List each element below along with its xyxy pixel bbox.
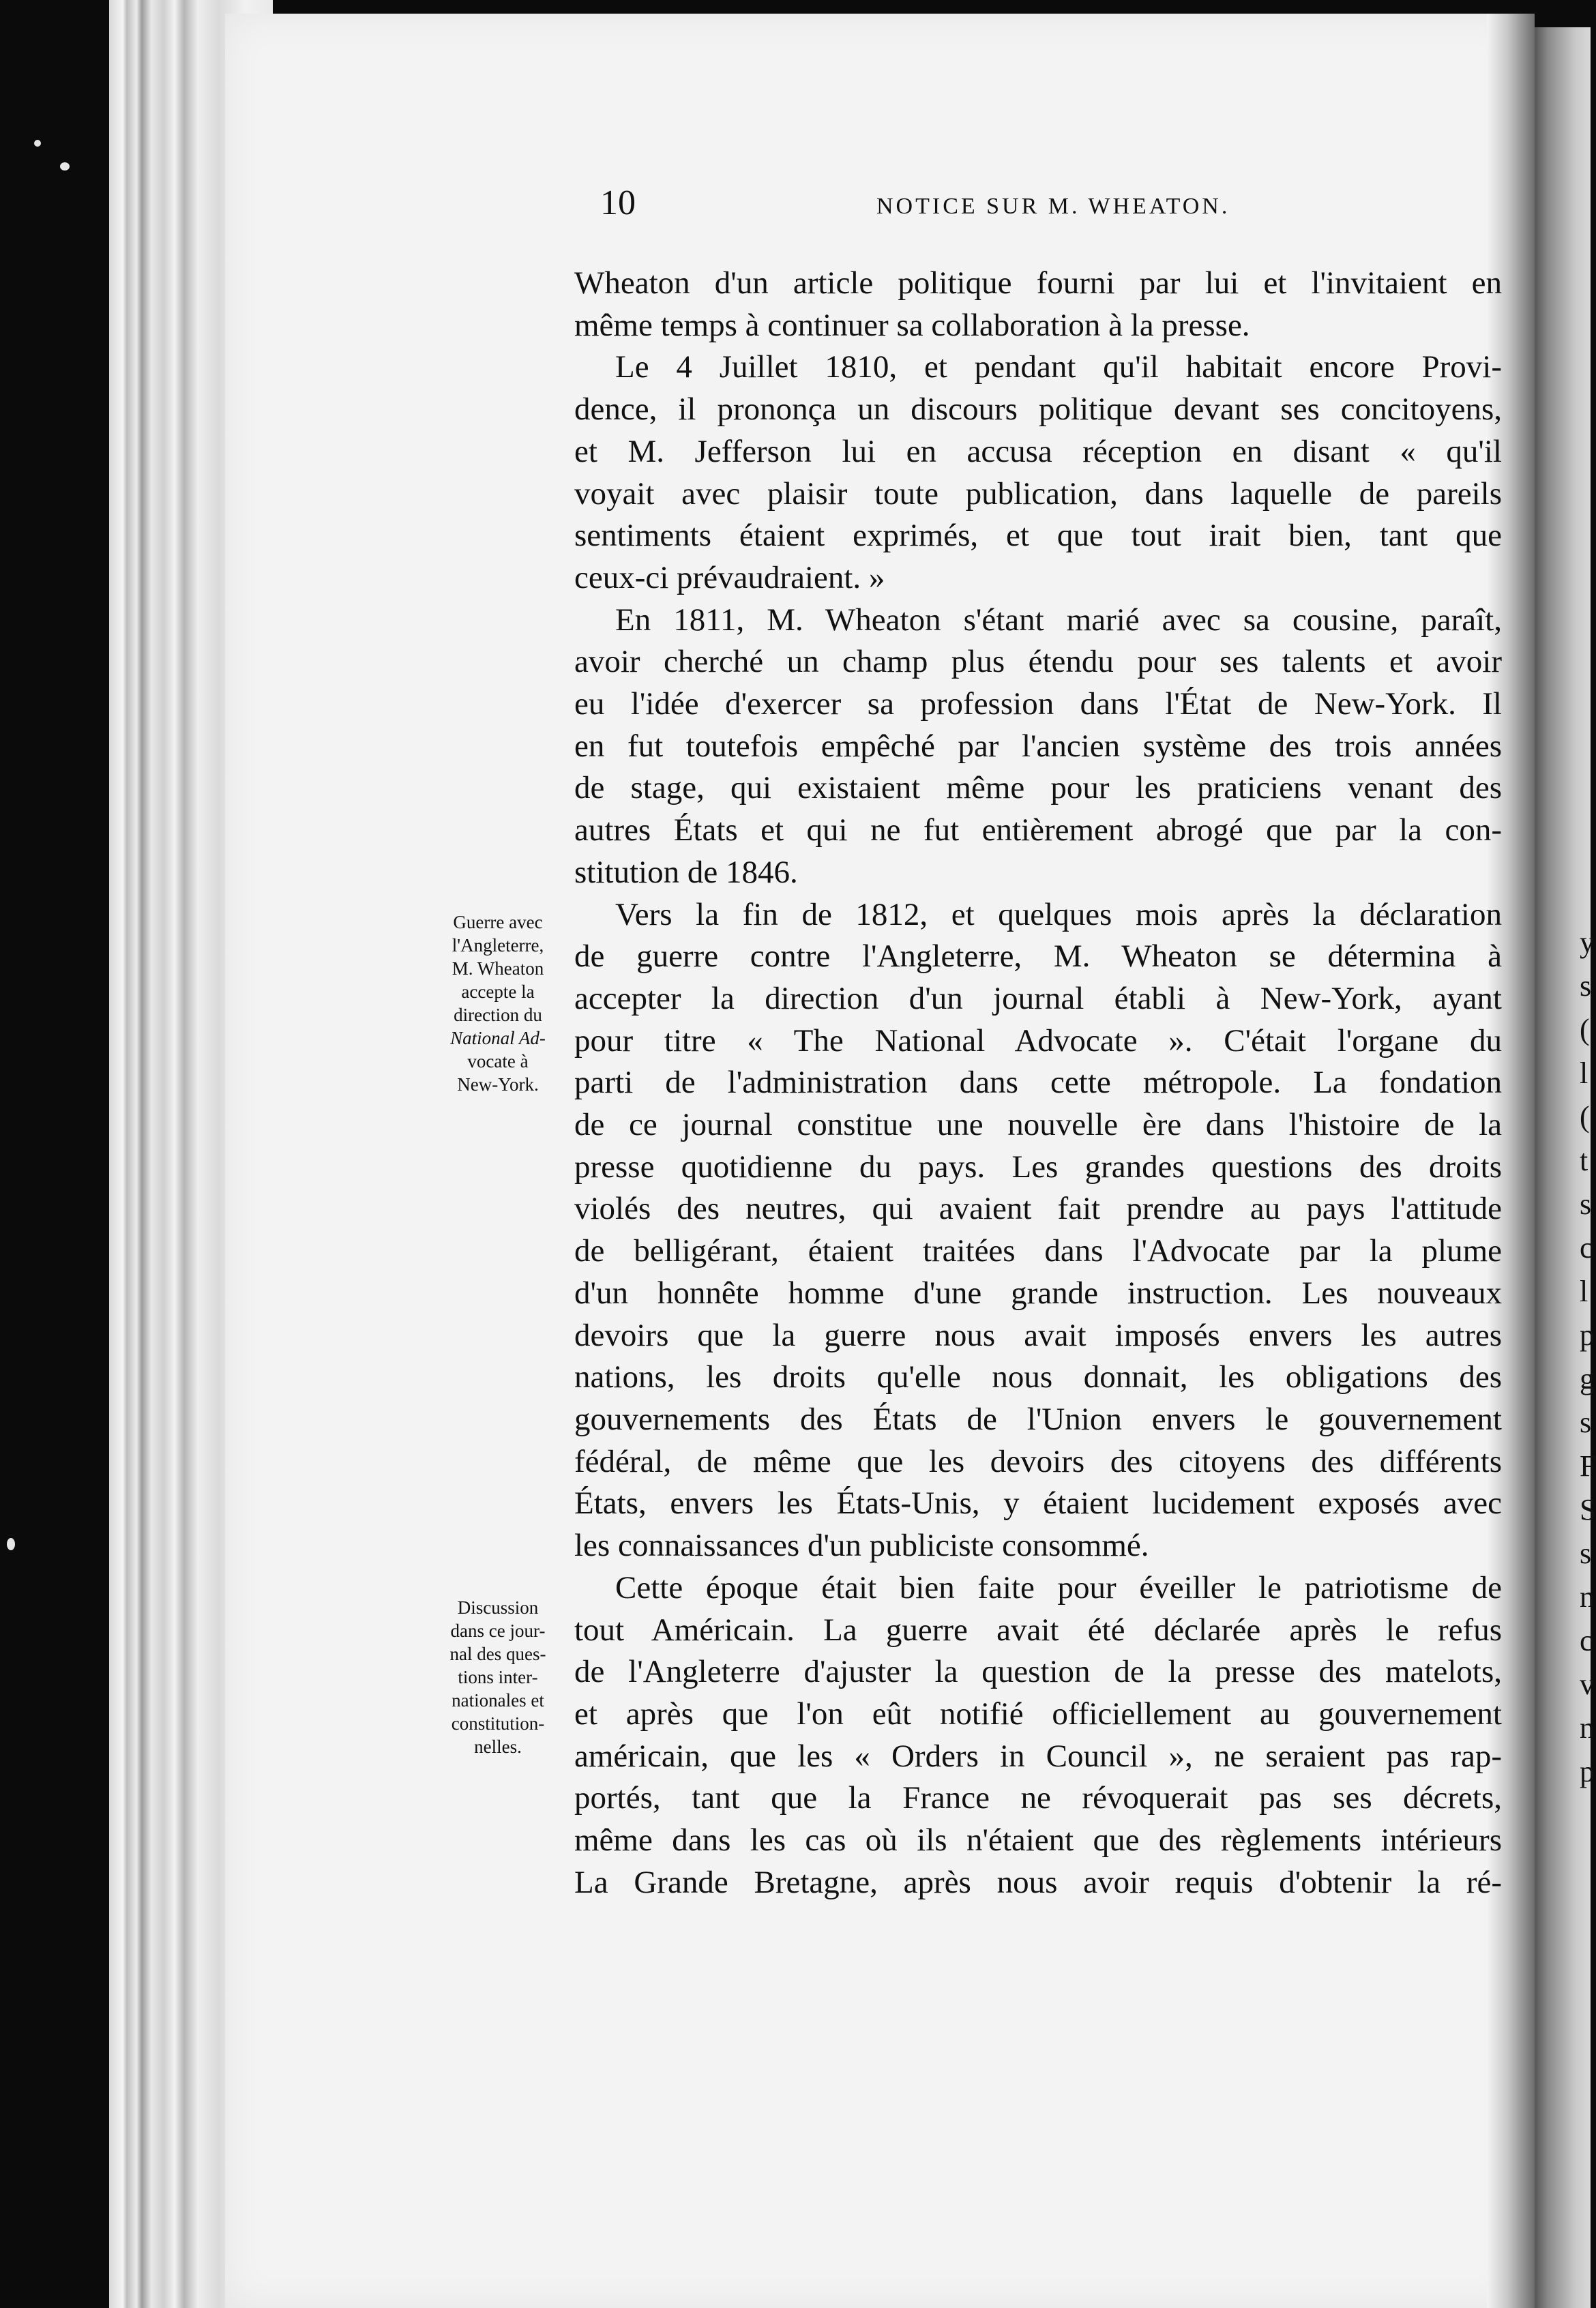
page-header — [600, 183, 1385, 237]
text-line: pour titre « The National Advocate ». C'était l'organe du — [574, 1022, 1502, 1059]
margin-note-line: Guerre avec — [453, 912, 543, 932]
fragment: p — [1580, 1755, 1595, 1788]
page-number: 10 — [600, 183, 636, 222]
text-line: portés, tant que la France ne révoquerait pas ses décrets, — [574, 1780, 1502, 1816]
text-line: sentiments étaient exprimés, et que tout irait bien, tant que — [574, 518, 1502, 554]
text-line: même dans les cas où ils n'étaient que des règlements intérieurs — [574, 1822, 1502, 1859]
text-line: de belligérant, étaient traitées dans l'Advocate par la plume — [574, 1233, 1502, 1269]
fragment: s — [1580, 1537, 1592, 1570]
fragment: p — [1580, 1318, 1595, 1352]
fragment: c — [1580, 1231, 1593, 1264]
text-line: accepter la direction d'un journal établi à New-York, ayant — [574, 980, 1502, 1016]
text-line: de l'Angleterre d'ajuster la question de la presse des matelots, — [574, 1654, 1502, 1690]
text-line: La Grande Bretagne, après nous avoir requis d'obtenir la ré- — [574, 1864, 1502, 1900]
margin-note-line: New-York. — [457, 1074, 539, 1095]
fragment: l — [1580, 1275, 1588, 1308]
text-line: en fut toutefois empêché par l'ancien système des trois années — [574, 728, 1502, 764]
text-line: les connaissances d'un publiciste consommé. — [574, 1528, 1149, 1564]
fragment: n — [1580, 1711, 1595, 1745]
fragment: n — [1580, 1580, 1595, 1614]
margin-note-line: direction du — [454, 1005, 542, 1025]
text-line: de ce journal constitue une nouvelle ère dans l'histoire de la — [574, 1107, 1502, 1143]
text-line: Cette époque était bien faite pour éveiller le patriotisme de — [615, 1569, 1502, 1606]
fragment: t — [1580, 1144, 1588, 1177]
fragment: c — [1580, 1624, 1593, 1657]
text-line: Vers la fin de 1812, et quelques mois après la déclaration — [615, 896, 1502, 932]
margin-note-discussion — [416, 1596, 580, 1758]
fragment: g — [1580, 1362, 1595, 1395]
fragment: ( — [1580, 1100, 1590, 1134]
margin-note-line: tions inter- — [458, 1667, 538, 1687]
margin-note-line: nelles. — [474, 1736, 522, 1757]
text-line: nations, les droits qu'elle nous donnait, les obligations des — [574, 1359, 1502, 1395]
text-line: États, envers les États-Unis, y étaient lucidement exposés avec — [574, 1485, 1502, 1522]
running-head: NOTICE SUR M. WHEATON. — [876, 194, 1230, 219]
speck — [34, 140, 41, 147]
fragment: s — [1580, 969, 1592, 1003]
text-line: voyait avec plaisir toute publication, dans laquelle de pareils — [574, 475, 1502, 512]
fragment: S — [1580, 1493, 1596, 1526]
text-line: eu l'idée d'exercer sa profession dans l'État de New-York. Il — [574, 686, 1502, 722]
facing-page-fragments — [1580, 921, 1596, 1794]
margin-note-line: nationales et — [452, 1690, 544, 1711]
fragment: ( — [1580, 1013, 1590, 1046]
margin-note-line: nal des ques- — [449, 1644, 546, 1664]
text-line: fédéral, de même que les devoirs des citoyens des différents — [574, 1443, 1502, 1479]
fragment: s — [1580, 1187, 1592, 1221]
text-line: ceux-ci prévaudraient. » — [574, 559, 885, 595]
text-line: américain, que les « Orders in Council », ne seraient pas rap- — [574, 1738, 1502, 1774]
scan-specks — [0, 0, 109, 2308]
margin-note-line: Discussion — [457, 1597, 539, 1618]
text-line: presse quotidienne du pays. Les grandes questions des droits — [574, 1149, 1502, 1185]
margin-note-line: dans ce jour- — [450, 1621, 546, 1641]
text-line: parti de l'administration dans cette métropole. La fondation — [574, 1065, 1502, 1101]
text-line: même temps à continuer sa collaboration à la presse. — [574, 307, 1250, 343]
margin-note-line: M. Wheaton — [452, 958, 544, 979]
margin-note-line: vocate à — [467, 1051, 529, 1071]
fragment: s — [1580, 1406, 1592, 1439]
text-line: devoirs que la guerre nous avait imposés envers les autres — [574, 1317, 1502, 1353]
margin-note-line: accepte la — [461, 981, 535, 1002]
fragment: y — [1580, 926, 1595, 959]
speck — [60, 162, 70, 171]
fragment: l — [1580, 1056, 1588, 1090]
text-line: stitution de 1846. — [574, 854, 798, 890]
text-line: Le 4 Juillet 1810, et pendant qu'il habitait encore Provi- — [615, 349, 1502, 385]
fragment: v — [1580, 1668, 1595, 1701]
text-line: et M. Jefferson lui en accusa réception en disant « qu'il — [574, 433, 1502, 469]
text-line: dence, il prononça un discours politique devant ses concitoyens, — [574, 391, 1502, 428]
body-text — [574, 263, 1502, 1904]
fragment: F — [1580, 1449, 1596, 1483]
text-line: autres États et qui ne fut entièrement abrogé que par la con- — [574, 812, 1502, 848]
text-line: violés des neutres, qui avaient fait prendre au pays l'attitude — [574, 1191, 1502, 1227]
text-line: de guerre contre l'Angleterre, M. Wheaton se détermina à — [574, 938, 1502, 975]
margin-note-line: l'Angleterre, — [452, 935, 544, 956]
text-line: d'un honnête homme d'une grande instruction. Les nouveaux — [574, 1275, 1502, 1311]
text-line: et après que l'on eût notifié officiellement au gouvernement — [574, 1696, 1502, 1732]
text-line: de stage, qui existaient même pour les praticiens venant des — [574, 770, 1502, 806]
text-line: avoir cherché un champ plus étendu pour ses talents et avoir — [574, 644, 1502, 680]
speck — [7, 1538, 15, 1550]
text-line: gouvernements des États de l'Union envers le gouvernement — [574, 1401, 1502, 1437]
margin-note-line: constitution- — [451, 1713, 545, 1734]
text-line: En 1811, M. Wheaton s'étant marié avec sa cousine, paraît, — [615, 602, 1502, 638]
text-line: tout Américain. La guerre avait été déclarée après le refus — [574, 1612, 1502, 1648]
margin-note-war — [416, 911, 580, 1096]
text-line: Wheaton d'un article politique fourni par lui et l'invitaient en — [574, 265, 1502, 301]
margin-note-line: National Ad- — [450, 1028, 546, 1048]
